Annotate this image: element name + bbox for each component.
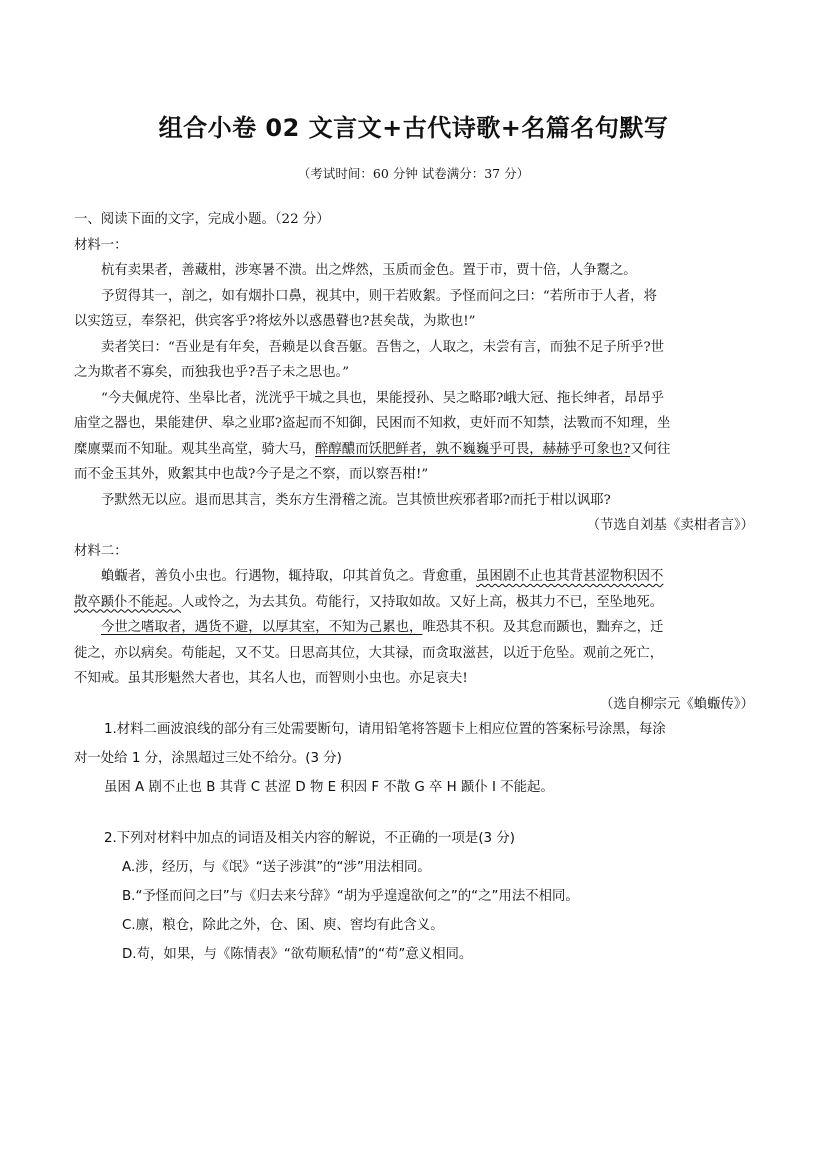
passage-line: [74, 565, 754, 591]
passage-line: 而不金玉其外，败絮其中也哉?今子是之不察，而以察吾柑!”: [74, 467, 429, 482]
passage-line: 予默然无以应。退而思其言，类东方生滑稽之流。岂其愤世疾邪者耶?而托于柑以讽耶?: [101, 492, 611, 508]
passage-line: 杭有卖果者，善藏柑，涉寒暑不溃。出之烨然，玉质而金色。置于市，贾十倍，人争鬻之。: [101, 263, 637, 278]
question-2-stem: 2.下列对材料中加点的词语及相关内容的解说，不正确的一项是(3 分): [104, 831, 515, 846]
section-heading: 一、阅读下面的文字，完成小题。（22 分）: [74, 212, 330, 227]
question-2-option-a: A.涉，经历，与《氓》“送子涉淇”的“涉”用法相同。: [122, 860, 431, 875]
passage-text: 人或怜之，为去其负。苟能行，又持取如故。又好上高，极其力不已，至坠地死。: [181, 594, 664, 610]
wavy-underlined-text: 虽困剧不止也其背甚涩物积因不: [475, 569, 664, 584]
question-1-sentence: 虽困 A 剧不止也 B 其背 C 甚涩 D 物 E 积因 F 不散 G 卒 H 踬仆 I 不能起。: [104, 780, 554, 795]
passage-text: 又何往: [630, 441, 671, 457]
passage-line: 庙堂之器也，果能建伊、皋之业耶?盗起而不知御，民困而不知救，吏奸而不知禁，法斁而不知理，坐: [74, 416, 671, 431]
passage-line: “今夫佩虎符、坐皋比者，洸洸乎干城之具也，果能授孙、吴之略耶?峨大冠、拖长绅者，昂昂乎: [101, 390, 665, 406]
underlined-sentence: 醉醇醲而饫肥鲜者，孰不巍巍乎可畏，赫赫乎可象也?: [315, 441, 631, 457]
exam-content: [74, 208, 754, 972]
wavy-underlined-text: 散卒踬仆不能起。: [74, 594, 182, 610]
question-1-stem: 1.材料二画波浪线的部分有三处需要断句，请用铅笔将答题卡上相应位置的答案标号涂黑，每涂: [104, 722, 666, 737]
passage-line: 予贸得其一，剖之，如有烟扑口鼻，视其中，则干若败絮。予怪而问之曰：“若所市于人者，将: [101, 288, 657, 304]
material2-source: （选自柳宗元《蝜蝂传》）: [600, 696, 754, 712]
passage-line: [74, 438, 754, 464]
question-1-stem-cont: 对一处给 1 分，涂黑超过三处不给分。(3 分): [74, 751, 342, 766]
passage-text: 唯恐其不积。及其怠而踬也，黜弃之，迁: [422, 620, 664, 635]
page-title: 组合小卷 02 文言文+古代诗歌+名篇名句默写: [158, 114, 669, 142]
passage-line: [74, 591, 754, 617]
question-2-option-d: D.苟，如果，与《陈情表》“欲苟顺私情”的“苟”意义相同。: [122, 947, 473, 962]
passage-line: 不知戒。虽其形魁然大者也，其名人也，而智则小虫也。亦足哀夫!: [74, 671, 468, 686]
exam-info: （考试时间：60 分钟 试卷满分：37 分）: [297, 166, 530, 181]
material1-source: （节选自刘基《卖柑者言》）: [586, 518, 754, 533]
material1-label: 材料一：: [74, 237, 128, 253]
question-2-option-c: C.廪，粮仓，除此之外，仓、囷、庾、窖均有此含义。: [122, 918, 444, 933]
underlined-sentence: 今世之嗜取者，遇货不避，以厚其室，不知为己累也，: [101, 620, 423, 635]
passage-text: 糜廪粟而不知耻。观其坐高堂，骑大马，: [74, 441, 316, 457]
material2-label: 材料二：: [74, 543, 128, 559]
passage-line: 徙之，亦以病矣。苟能起，又不艾。日思高其位，大其禄，而贪取滋甚，以近于危坠。观前之死亡，: [74, 645, 664, 661]
passage-line: 以实笾豆，奉祭祀，供宾客乎?将炫外以惑愚瞽也?甚矣哉，为欺也!”: [74, 314, 476, 329]
question-2-option-b: B.“予怪而问之曰”与《归去来兮辞》“胡为乎遑遑欲何之”的“之”用法不相同。: [122, 889, 579, 904]
passage-line: 之为欺者不寡矣，而独我也乎?吾子未之思也。”: [74, 365, 350, 380]
passage-line: 卖者笑曰：“吾业是有年矣，吾赖是以食吾躯。吾售之，人取之，未尝有言，而独不足子所乎?世: [101, 339, 665, 355]
passage-text: 蝜蝂者，善负小虫也。行遇物，辄持取，卬其首负之。背愈重，: [101, 569, 476, 584]
passage-line: [74, 616, 754, 642]
